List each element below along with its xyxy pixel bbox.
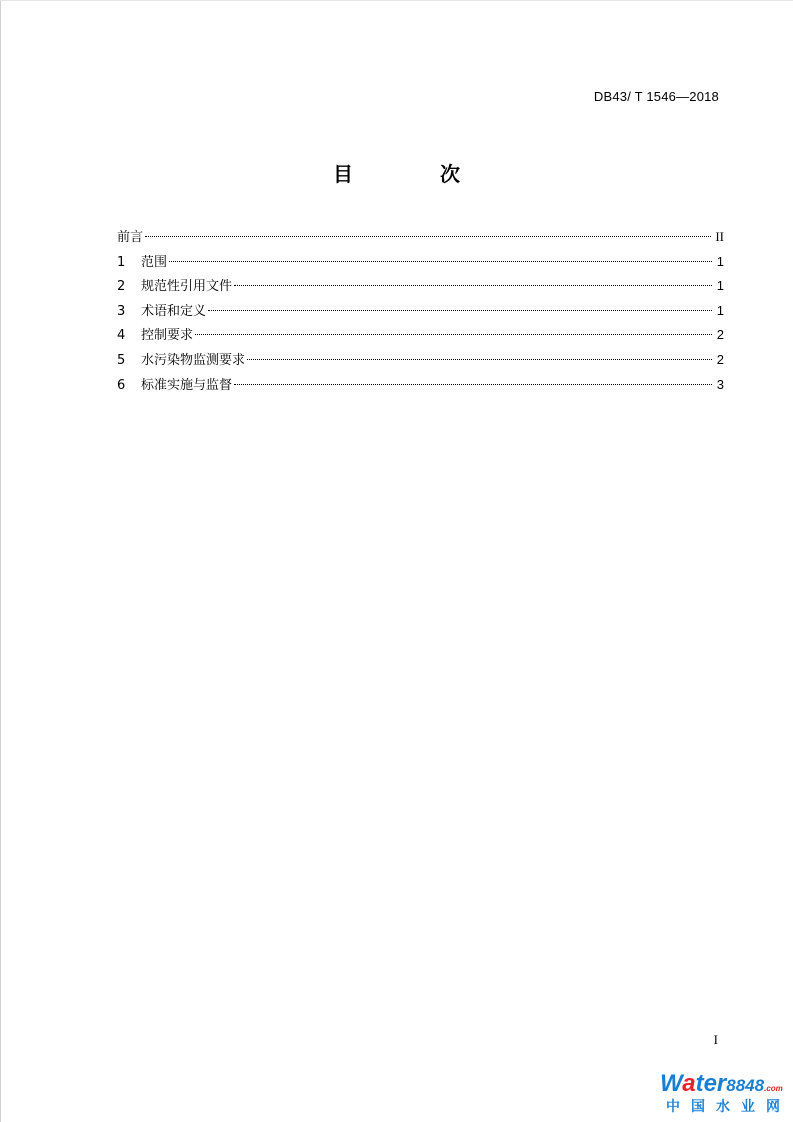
toc-entry-page: II [715,229,724,244]
toc-entry-implementation-supervision[interactable] [117,376,724,401]
toc-entry-label: 规范性引用文件 [141,279,233,295]
toc-entry-page: 1 [716,278,724,294]
toc-dot-leader [208,310,712,311]
toc-entry-label: 范围 [141,254,168,270]
toc-entry-number: 2 [117,279,126,295]
toc-entry-number: 1 [117,254,126,270]
toc-dot-leader [169,261,712,262]
toc-entry-number: 4 [117,328,126,344]
watermark-brand-com: .com [764,1084,783,1093]
toc-entry-number: 5 [117,352,126,368]
toc-entry-page: 1 [716,253,724,269]
toc-entry-page: 1 [716,302,724,318]
watermark-brand-w: W [660,1070,683,1097]
toc-entry-control-requirements[interactable] [117,326,724,351]
toc-entry-foreword[interactable] [117,228,724,253]
watermark-logo [660,1070,790,1118]
toc-entry-monitoring-requirements[interactable] [117,351,724,376]
toc-entry-page: 2 [716,327,724,343]
table-of-contents [117,228,724,400]
toc-entry-page: 3 [716,376,724,392]
toc-entry-terms-definitions[interactable] [117,302,724,327]
toc-entry-label: 水污染物监测要求 [141,352,246,368]
toc-entry-number: 3 [117,303,126,319]
toc-title: 目 次 [333,162,500,186]
toc-entry-label: 前言 [117,230,144,245]
toc-dot-leader [247,359,712,360]
toc-entry-label: 术语和定义 [141,303,207,319]
watermark-brand [660,1070,783,1098]
page-edge-top [0,0,793,1]
toc-entry-label: 控制要求 [141,328,194,344]
toc-entry-number: 6 [117,377,126,393]
document-code: DB43/ T 1546—2018 [593,89,719,104]
toc-dot-leader [195,334,712,335]
page-number: I [713,1032,718,1047]
toc-entry-normative-references[interactable] [117,277,724,302]
watermark-brand-number: 8848 [726,1076,765,1095]
toc-entry-page: 2 [716,351,724,367]
toc-entry-scope[interactable] [117,253,724,278]
toc-dot-leader [234,285,712,286]
watermark-brand-a: a [682,1070,696,1097]
toc-dot-leader [145,236,711,237]
toc-entry-label: 标准实施与监督 [141,377,233,393]
toc-dot-leader [234,384,712,385]
watermark-brand-ter: ter [695,1070,727,1097]
watermark-chinese-name: 中国水业网 [666,1099,791,1115]
